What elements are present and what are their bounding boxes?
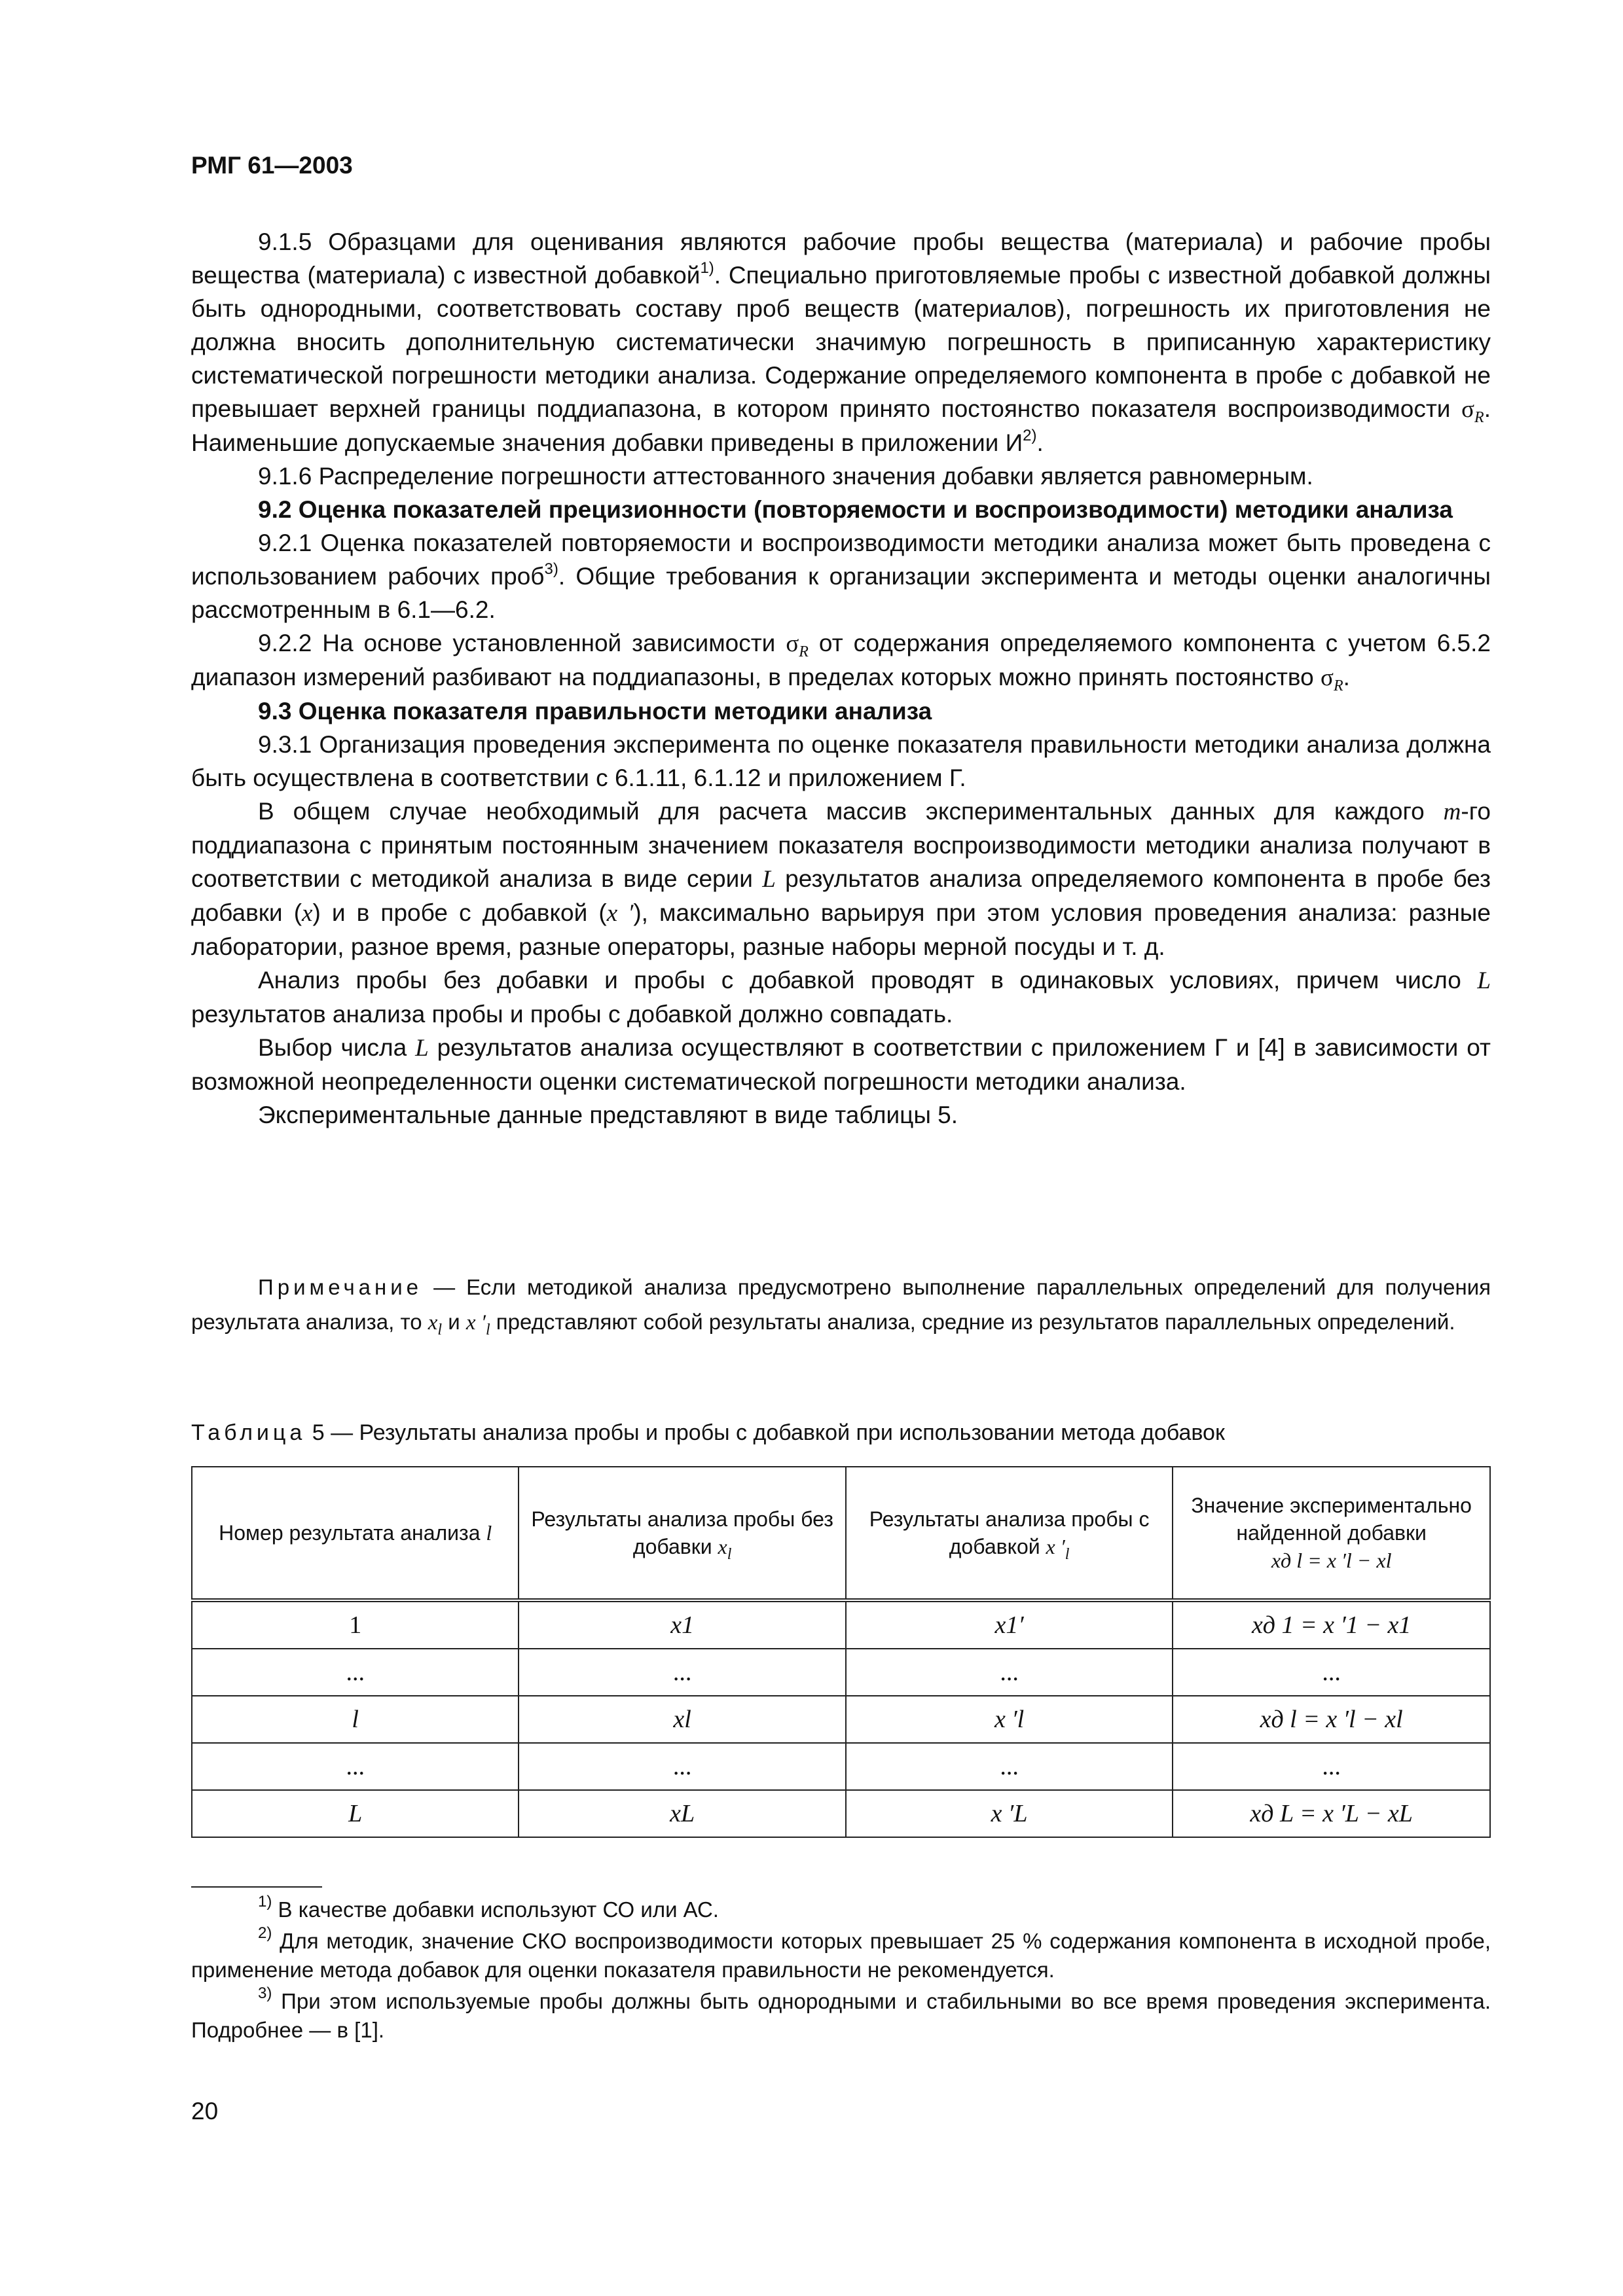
table-row <box>192 1600 1490 1649</box>
sigma-symbol: σ <box>1461 396 1475 423</box>
sigma-symbol: σ <box>786 630 799 657</box>
paragraph-choice: Выбор числа L результатов анализа осуществляют в соответствии с приложением Г и [4] в зависимости от возможной неопределенности оценки систематической погрешности методики анализа. <box>191 1034 1491 1095</box>
page-number: 20 <box>191 2098 219 2125</box>
table-row <box>192 1790 1490 1837</box>
table-cell-x: x1 <box>519 1600 845 1649</box>
footnote-3: $^{3)}$ При этом используемые пробы должны быть однородными и стабильными во все время проведения эксперимента. Подробнее — в [1]. <box>191 1984 1491 2042</box>
table-cell-xp: ... <box>846 1743 1173 1790</box>
footnote-ref-2[interactable]: 2) <box>1023 427 1037 444</box>
table-row <box>192 1696 1490 1743</box>
table-cell-n: L <box>192 1790 519 1837</box>
table-cell-xp: x ′l <box>846 1696 1173 1743</box>
table-cell-n: ... <box>192 1743 519 1790</box>
header-no-additive: Результаты анализа пробы без добавки $x_l$ <box>519 1467 845 1600</box>
table-cell-xd: ... <box>1173 1649 1490 1696</box>
header-result-number: Номер результата анализа l <box>192 1467 519 1600</box>
note-label: Примечание <box>258 1275 423 1299</box>
paragraph-9-1-5: 9.1.5 Образцами для оценивания являются рабочие пробы вещества (материала) и рабочие пробы вещества (материала) с известной добавкой$^{1)}$. Специально приготовляемые пробы с известной добавкой должны быть однородными, соответствовать составу проб веществ (материалов), погрешность их приготовления не должна вносить дополнительную систематически значимую погрешность в приписанную характеристику систематической погрешности методики анализа. Содержание определяемого компонента в пробе с добавкой не превышает верхней границы поддиапазона, в котором принято постоянство показателя воспроизводимости $\sigma_R$. Наименьшие допускаемые значения добавки приведены в приложении $И^{2)}$. <box>191 228 1491 456</box>
footnotes <box>191 1895 1491 2047</box>
table-cell-n: ... <box>192 1649 519 1696</box>
note-block: Примечание — Если методикой анализа предусмотрено выполнение параллельных определений для получения результата анализа, то $x_l$ и x $'_l$ представляют собой результаты анализа, средние из результатов параллельных определений. <box>191 1275 1491 1338</box>
table-cell-x: xL <box>519 1790 845 1837</box>
table-caption: Таблица 5 — Результаты анализа пробы и пробы с добавкой при использовании метода добавок <box>191 1420 1225 1445</box>
table-cell-x: ... <box>519 1743 845 1790</box>
paragraph-analysis: Анализ пробы без добавки и пробы с добавкой проводят в одинаковых условиях, причем число L результатов анализа пробы и пробы с добавкой должно совпадать. <box>191 967 1491 1028</box>
results-table <box>191 1466 1491 1838</box>
footnote-ref-3[interactable]: 3) <box>544 560 558 578</box>
paragraph-9-2-1: 9.2.1 Оценка показателей повторяемости и воспроизводимости методики анализа может быть проведена с использованием рабочих проб$^{3)}$. Общие требования к организации эксперимента и методы оценки аналогичны рассмотренным в 6.1—6.2. <box>191 529 1491 623</box>
header-with-additive: Результаты анализа пробы с добавкой x $'_l$ <box>846 1467 1173 1600</box>
table-header-row <box>192 1467 1490 1600</box>
table-cell-xp: ... <box>846 1649 1173 1696</box>
paragraph-9-2-2: 9.2.2 На основе установленной зависимости $\sigma_R$ от содержания определяемого компонента с учетом 6.5.2 диапазон измерений разбивают на поддиапазоны, в пределах которых можно принять постоянство $\sigma_R$. <box>191 630 1491 694</box>
table-cell-xd: xд 1 = x ′1 − x1 <box>1173 1600 1490 1649</box>
footnote-1: $^{1)}$ В качестве добавки используют СО или АС. <box>258 1893 719 1922</box>
footnote-2: $^{2)}$ Для методик, значение СКО воспроизводимости которых превышает 25 % содержания компонента в исходной пробе, применение метода добавок для оценки показателя правильности не рекомендуется. <box>191 1924 1491 1982</box>
heading-9-3: 9.3 Оценка показателя правильности методики анализа <box>258 698 932 725</box>
heading-9-2: 9.2 Оценка показателей прецизионности (повторяемости и воспроизводимости) методики анализа <box>258 496 1453 523</box>
document-header: РМГ 61—2003 <box>191 152 353 179</box>
table-body <box>192 1600 1490 1837</box>
table-cell-x: ... <box>519 1649 845 1696</box>
paragraph-9-3-1: 9.3.1 Организация проведения эксперимента по оценке показателя правильности методики анализа должна быть осуществлена в соответствии с 6.1.11, 6.1.12 и приложением Г. <box>191 731 1491 791</box>
paragraph-general-case: В общем случае необходимый для расчета массив экспериментальных данных для каждого m-го поддиапазона с принятым постоянным значением показателя воспроизводимости методики анализа получают в соответствии с методикой анализа в виде серии L результатов анализа определяемого компонента в пробе без добавки (x) и в пробе с добавкой (x ′), максимально варьируя при этом условия проведения анализа: разные лаборатории, разное время, разные операторы, разные наборы мерной посуды и т. д. <box>191 798 1491 960</box>
table-cell-xd: ... <box>1173 1743 1490 1790</box>
table-cell-xd: xд L = x ′L − xL <box>1173 1790 1490 1837</box>
table-cell-n: 1 <box>192 1600 519 1649</box>
body-text <box>191 225 1491 1132</box>
table-cell-n: l <box>192 1696 519 1743</box>
footnote-ref-1[interactable]: 1) <box>700 259 714 277</box>
paragraph-experimental-data: Экспериментальные данные представляют в виде таблицы 5. <box>258 1102 958 1128</box>
sigma-symbol: σ <box>1321 664 1334 691</box>
table-row <box>192 1743 1490 1790</box>
table-row <box>192 1649 1490 1696</box>
table-cell-xp: x ′L <box>846 1790 1173 1837</box>
table-cell-xp: x1′ <box>846 1600 1173 1649</box>
table-cell-xd: xд l = x ′l − xl <box>1173 1696 1490 1743</box>
footnote-divider <box>191 1886 322 1888</box>
table-cell-x: xl <box>519 1696 845 1743</box>
header-additive-value: Значение экспериментально найденной добавки xд l = x ′l − xl <box>1173 1467 1490 1600</box>
header-formula: xд l = x ′l − xl <box>1271 1549 1392 1572</box>
paragraph-9-1-6: 9.1.6 Распределение погрешности аттестованного значения добавки является равномерным. <box>258 463 1313 490</box>
